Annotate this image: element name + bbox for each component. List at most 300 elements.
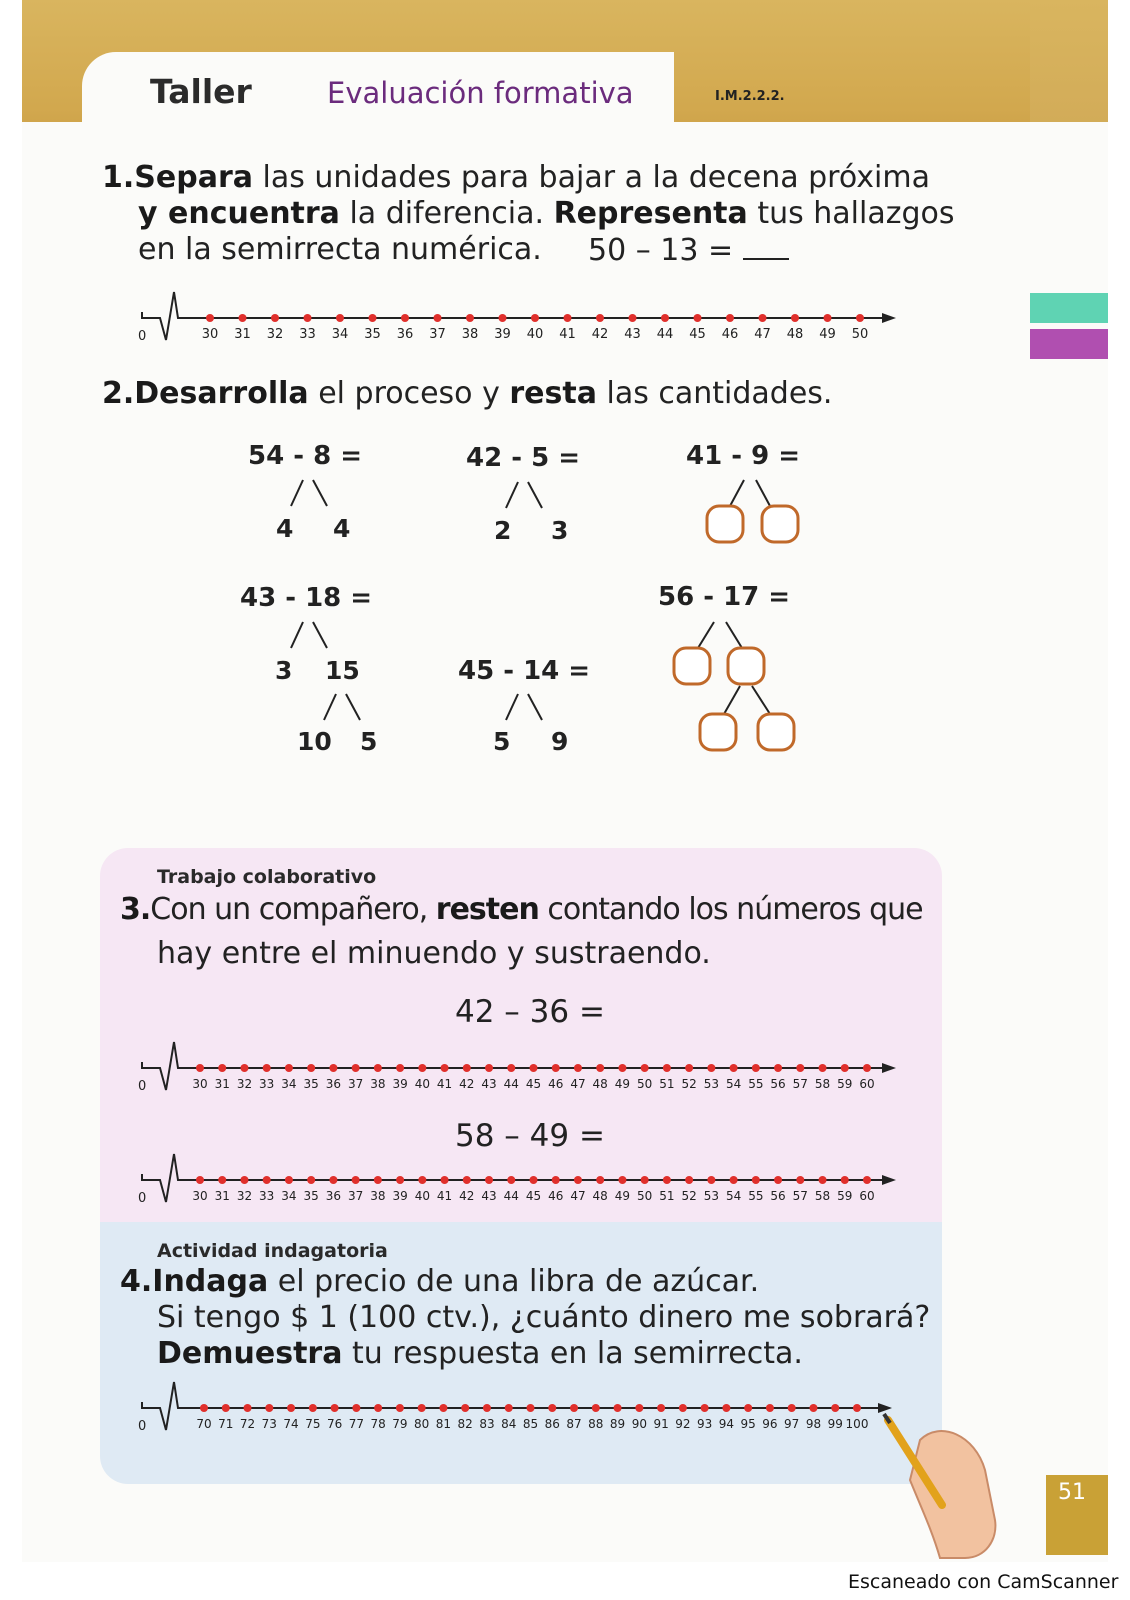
tick-dot[interactable] (744, 1404, 752, 1412)
tick-label: 46 (721, 327, 739, 342)
tick-dot[interactable] (796, 1064, 804, 1072)
tick-dot[interactable] (206, 314, 214, 322)
q4-number: 4. (120, 1264, 153, 1299)
tick-dot[interactable] (722, 1404, 730, 1412)
tick-dot[interactable] (694, 314, 702, 322)
q4-verb-indaga: Indaga (152, 1264, 269, 1299)
tick-dot[interactable] (287, 1404, 295, 1412)
op-f-expression: 56 - 17 = (658, 582, 791, 612)
tick-dot[interactable] (265, 1404, 273, 1412)
tick-dot[interactable] (396, 1176, 404, 1184)
q2-verb-resta: resta (509, 376, 597, 411)
tick-dot[interactable] (309, 1404, 317, 1412)
tick-label: 37 (347, 1077, 364, 1091)
tick-label: 78 (370, 1417, 386, 1431)
op-c-box-left (707, 506, 743, 542)
tick-dot[interactable] (863, 1176, 871, 1184)
tick-label: 44 (656, 327, 674, 342)
tick-label: 55 (748, 1077, 764, 1091)
q4-text-1: el precio de una libra de azúcar. (268, 1264, 760, 1299)
pencil-hand-illustration (880, 1410, 1000, 1560)
tick-dot[interactable] (657, 1404, 665, 1412)
q2-text-1: el proceso y (308, 376, 510, 411)
tick-dot[interactable] (485, 1176, 493, 1184)
op-d-sub-left: 10 (297, 727, 332, 756)
tick-dot[interactable] (707, 1064, 715, 1072)
zero-label: 0 (138, 1191, 147, 1206)
tick-dot[interactable] (352, 1404, 360, 1412)
tick-dot[interactable] (200, 1404, 208, 1412)
tick-label: 31 (234, 327, 251, 342)
tick-label: 56 (770, 1189, 786, 1203)
tick-label: 80 (414, 1417, 430, 1431)
tick-label: 87 (566, 1417, 582, 1431)
tick-dot[interactable] (841, 1176, 849, 1184)
tick-dot[interactable] (461, 1404, 469, 1412)
tick-label: 34 (281, 1189, 297, 1203)
tick-label: 73 (261, 1417, 277, 1431)
tick-dot[interactable] (463, 1176, 471, 1184)
tick-label: 50 (637, 1077, 653, 1091)
tick-label: 41 (559, 327, 576, 342)
tick-dot[interactable] (856, 314, 864, 322)
tick-dot[interactable] (329, 1064, 337, 1072)
tick-dot[interactable] (218, 1064, 226, 1072)
tick-dot[interactable] (570, 1404, 578, 1412)
q4-text-2: Si tengo $ 1 (100 ctv.), ¿cuánto dinero me sobrará? (157, 1300, 931, 1335)
tick-label: 52 (681, 1189, 697, 1203)
tick-label: 45 (689, 327, 706, 342)
q3-number-line-1[interactable] (130, 1040, 930, 1110)
tick-label: 48 (592, 1077, 608, 1091)
tick-dot[interactable] (574, 1176, 582, 1184)
tick-dot[interactable] (766, 1404, 774, 1412)
tick-label: 43 (624, 327, 641, 342)
tick-label: 84 (501, 1417, 517, 1431)
q1-line3 (138, 232, 542, 268)
tick-label: 60 (859, 1077, 875, 1091)
tick-label: 60 (859, 1189, 875, 1203)
tick-label: 45 (525, 1077, 542, 1091)
op-e-right: 9 (551, 727, 569, 756)
axis-line (142, 292, 882, 340)
tick-label: 58 (814, 1077, 831, 1091)
tick-label: 40 (414, 1189, 430, 1203)
tick-dot[interactable] (244, 1404, 252, 1412)
tick-label: 49 (819, 327, 836, 342)
tick-label: 31 (214, 1189, 230, 1203)
op-f-box-left (674, 648, 710, 684)
tick-label: 41 (436, 1189, 453, 1203)
tick-label: 83 (479, 1417, 495, 1431)
side-tab-purple (1030, 329, 1108, 359)
op-d-expression: 43 - 18 = (240, 583, 373, 613)
q3-verb-resten: resten (435, 892, 539, 927)
tick-dot[interactable] (685, 1064, 693, 1072)
tick-dot[interactable] (629, 314, 637, 322)
tick-dot[interactable] (596, 1176, 604, 1184)
curriculum-code: I.M.2.2.2. (715, 89, 785, 104)
q1-text-1: las unidades para bajar a la decena próxima (253, 160, 930, 195)
tick-label: 37 (347, 1189, 364, 1203)
page-number: 51 (1058, 1480, 1086, 1505)
tick-label: 40 (526, 327, 544, 342)
tick-dot[interactable] (434, 314, 442, 322)
tick-label: 42 (591, 327, 609, 342)
tick-dot[interactable] (552, 1176, 560, 1184)
q4-number-line[interactable] (130, 1380, 910, 1450)
tick-label: 93 (696, 1417, 713, 1431)
tick-dot[interactable] (505, 1404, 513, 1412)
tick-label: 49 (614, 1077, 631, 1091)
q3-line2 (157, 936, 711, 972)
tick-label: 44 (503, 1189, 519, 1203)
tick-dot[interactable] (614, 1404, 622, 1412)
section-title: Taller (150, 72, 252, 111)
tick-dot[interactable] (331, 1404, 339, 1412)
tick-dot[interactable] (663, 1064, 671, 1072)
q3-line1 (120, 892, 923, 928)
tick-dot[interactable] (726, 314, 734, 322)
tick-dot[interactable] (263, 1176, 271, 1184)
op-b-left: 2 (494, 516, 512, 545)
tick-label: 76 (326, 1417, 343, 1431)
tick-label: 56 (770, 1077, 786, 1091)
tick-dot[interactable] (507, 1176, 515, 1184)
tick-dot[interactable] (396, 1064, 404, 1072)
op-a-expression: 54 - 8 = (248, 441, 363, 471)
tick-label: 38 (461, 327, 479, 342)
q1-verb-separa: Separa (134, 160, 253, 195)
q4-text-3: tu respuesta en la semirrecta. (342, 1336, 803, 1371)
tick-dot[interactable] (788, 1404, 796, 1412)
scanner-watermark: Escaneado con CamScanner (848, 1571, 1119, 1593)
tick-label: 38 (370, 1077, 386, 1091)
tick-label: 32 (236, 1077, 253, 1091)
tick-label: 42 (459, 1077, 475, 1091)
q3-text-2: contando los números que (538, 892, 923, 927)
tick-label: 41 (436, 1077, 453, 1091)
op-a-branch (285, 478, 345, 510)
tick-label: 30 (201, 327, 219, 342)
tick-dot[interactable] (329, 1176, 337, 1184)
tick-label: 59 (837, 1189, 853, 1203)
op-e-left: 5 (493, 727, 511, 756)
op-f-box-sub-left (700, 714, 736, 750)
tick-label: 47 (754, 327, 771, 342)
tick-dot[interactable] (507, 1064, 515, 1072)
tick-label: 48 (786, 327, 804, 342)
tick-dot[interactable] (352, 1176, 360, 1184)
q1-line2 (138, 196, 955, 232)
axis-arrow (882, 1063, 896, 1073)
tick-dot[interactable] (752, 1176, 760, 1184)
op-c-diagram (700, 478, 810, 558)
q4-label: Actividad indagatoria (157, 1240, 388, 1262)
tick-dot[interactable] (574, 1064, 582, 1072)
tick-dot[interactable] (439, 1404, 447, 1412)
op-b-right: 3 (551, 516, 569, 545)
tick-dot[interactable] (530, 1176, 538, 1184)
tick-label: 50 (637, 1189, 653, 1203)
q4-line1 (120, 1264, 759, 1300)
q3-number-line-2[interactable] (130, 1152, 930, 1222)
tick-label: 36 (325, 1077, 342, 1091)
op-f-box-sub-right (758, 714, 794, 750)
tick-dot[interactable] (499, 314, 507, 322)
tick-label: 47 (570, 1189, 586, 1203)
q1-text-2: la diferencia. (339, 196, 554, 231)
op-a-right: 4 (333, 514, 351, 543)
op-b-branch (500, 480, 560, 512)
tick-label: 34 (281, 1077, 297, 1091)
tick-dot[interactable] (863, 1064, 871, 1072)
q4-line3 (157, 1336, 803, 1372)
q2-line1 (102, 376, 832, 412)
tick-label: 37 (429, 327, 446, 342)
tick-dot[interactable] (307, 1064, 315, 1072)
q3-number: 3. (120, 892, 151, 927)
tick-dot[interactable] (596, 1064, 604, 1072)
tick-label: 55 (748, 1189, 764, 1203)
tick-dot[interactable] (618, 1064, 626, 1072)
tick-dot[interactable] (592, 1404, 600, 1412)
q3-operation-1: 42 – 36 = (455, 994, 605, 1030)
tick-label: 33 (259, 1077, 275, 1091)
q1-number: 1. (102, 160, 135, 195)
q1-text-4: en la semirrecta numérica. (138, 232, 542, 267)
tick-label: 91 (653, 1417, 669, 1431)
tick-label: 44 (503, 1077, 519, 1091)
tick-dot[interactable] (685, 1176, 693, 1184)
q1-answer-blank[interactable] (743, 232, 789, 260)
tick-label: 77 (348, 1417, 365, 1431)
tick-label: 79 (392, 1417, 408, 1431)
tick-dot[interactable] (485, 1064, 493, 1072)
tick-dot[interactable] (463, 1064, 471, 1072)
op-d-subbranch (318, 692, 378, 724)
tick-dot[interactable] (240, 1176, 248, 1184)
tick-label: 89 (609, 1417, 626, 1431)
tick-label: 48 (592, 1189, 608, 1203)
q3-text-3: hay entre el minuendo y sustraendo. (157, 936, 711, 971)
tick-label: 85 (522, 1417, 539, 1431)
tick-dot[interactable] (707, 1176, 715, 1184)
tick-label: 54 (725, 1189, 742, 1203)
tick-dot[interactable] (418, 1404, 426, 1412)
q1-verb-encuentra: y encuentra (138, 196, 340, 231)
tick-dot[interactable] (548, 1404, 556, 1412)
tick-dot[interactable] (418, 1176, 426, 1184)
tick-label: 51 (659, 1189, 675, 1203)
op-d-right: 15 (325, 656, 360, 685)
op-e-expression: 45 - 14 = (458, 656, 591, 686)
tick-label: 92 (675, 1417, 691, 1431)
tick-dot[interactable] (401, 314, 409, 322)
tick-dot[interactable] (730, 1064, 738, 1072)
tick-dot[interactable] (661, 314, 669, 322)
tick-label: 43 (481, 1189, 497, 1203)
tick-label: 39 (494, 327, 511, 342)
tick-dot[interactable] (369, 314, 377, 322)
tick-label: 53 (703, 1189, 720, 1203)
tick-label: 71 (218, 1417, 234, 1431)
tick-dot[interactable] (263, 1064, 271, 1072)
tick-dot[interactable] (596, 314, 604, 322)
tick-dot[interactable] (618, 1176, 626, 1184)
tick-dot[interactable] (819, 1176, 827, 1184)
tick-label: 98 (805, 1417, 822, 1431)
op-d-left: 3 (275, 656, 293, 685)
tick-dot[interactable] (531, 314, 539, 322)
tick-dot[interactable] (240, 1064, 248, 1072)
tick-dot[interactable] (196, 1176, 204, 1184)
tick-dot[interactable] (853, 1404, 861, 1412)
tick-label: 81 (435, 1417, 452, 1431)
tick-dot[interactable] (641, 1064, 649, 1072)
tick-dot[interactable] (418, 1064, 426, 1072)
tick-dot[interactable] (831, 1404, 839, 1412)
tick-dot[interactable] (527, 1404, 535, 1412)
zero-label: 0 (138, 1419, 147, 1434)
page-title: Evaluación formativa (327, 76, 634, 110)
op-d-branch (285, 620, 345, 652)
tick-label: 47 (570, 1077, 586, 1091)
tick-dot[interactable] (271, 314, 279, 322)
zero-label: 0 (138, 329, 147, 344)
op-e-branch (500, 692, 560, 724)
side-tab-green (1030, 293, 1108, 323)
tick-label: 33 (299, 327, 316, 342)
tick-label: 35 (303, 1077, 319, 1091)
op-a-left: 4 (276, 514, 294, 543)
tick-dot[interactable] (218, 1176, 226, 1184)
tick-dot[interactable] (552, 1064, 560, 1072)
tick-label: 30 (192, 1189, 208, 1203)
tick-label: 52 (681, 1077, 697, 1091)
q4-line2 (157, 1300, 930, 1336)
tick-dot[interactable] (841, 1064, 849, 1072)
tick-label: 46 (548, 1077, 564, 1091)
q1-verb-representa: Representa (553, 196, 748, 231)
q1-number-line[interactable] (130, 290, 930, 360)
tick-label: 70 (196, 1417, 212, 1431)
tick-label: 33 (259, 1189, 275, 1203)
tick-dot[interactable] (641, 1176, 649, 1184)
tick-dot[interactable] (285, 1176, 293, 1184)
tick-dot[interactable] (663, 1176, 671, 1184)
tick-dot[interactable] (285, 1064, 293, 1072)
tick-dot[interactable] (441, 1064, 449, 1072)
tick-dot[interactable] (239, 314, 247, 322)
tick-label: 38 (370, 1189, 386, 1203)
tick-label: 53 (703, 1077, 720, 1091)
tick-dot[interactable] (774, 1176, 782, 1184)
tick-label: 99 (827, 1417, 843, 1431)
tick-dot[interactable] (701, 1404, 709, 1412)
tick-label: 30 (192, 1077, 208, 1091)
tick-dot[interactable] (824, 314, 832, 322)
tick-dot[interactable] (374, 1404, 382, 1412)
op-b-expression: 42 - 5 = (466, 443, 581, 473)
tick-label: 50 (851, 327, 869, 342)
tick-dot[interactable] (564, 314, 572, 322)
q3-text-1: Con un compañero, (150, 892, 436, 927)
tick-dot[interactable] (679, 1404, 687, 1412)
tick-dot[interactable] (635, 1404, 643, 1412)
tick-dot[interactable] (374, 1064, 382, 1072)
tick-dot[interactable] (222, 1404, 230, 1412)
tick-label: 36 (396, 327, 414, 342)
tick-label: 82 (457, 1417, 473, 1431)
tick-label: 95 (740, 1417, 756, 1431)
tick-label: 42 (459, 1189, 475, 1203)
tick-label: 34 (331, 327, 349, 342)
tick-dot[interactable] (196, 1064, 204, 1072)
tick-dot[interactable] (307, 1176, 315, 1184)
tick-label: 45 (525, 1189, 542, 1203)
tick-label: 57 (792, 1077, 808, 1091)
tick-dot[interactable] (304, 314, 312, 322)
tick-dot[interactable] (809, 1404, 817, 1412)
tick-dot[interactable] (396, 1404, 404, 1412)
tick-dot[interactable] (730, 1176, 738, 1184)
tick-label: 94 (718, 1417, 735, 1431)
tick-label: 49 (614, 1189, 631, 1203)
q2-number: 2. (102, 376, 135, 411)
tick-label: 32 (266, 327, 284, 342)
axis-arrow (882, 313, 896, 323)
tick-dot[interactable] (796, 1176, 804, 1184)
op-f-box-right (728, 648, 764, 684)
q1-line1 (102, 160, 930, 196)
tick-dot[interactable] (774, 1064, 782, 1072)
tick-label: 35 (364, 327, 381, 342)
tick-label: 97 (784, 1417, 800, 1431)
tick-dot[interactable] (352, 1064, 360, 1072)
tick-dot[interactable] (530, 1064, 538, 1072)
op-d-sub-right: 5 (360, 727, 378, 756)
q1-operation (588, 232, 789, 269)
tick-dot[interactable] (483, 1404, 491, 1412)
tick-dot[interactable] (819, 1064, 827, 1072)
tick-dot[interactable] (441, 1176, 449, 1184)
tick-label: 58 (814, 1189, 831, 1203)
zero-label: 0 (138, 1079, 147, 1094)
tick-label: 32 (236, 1189, 253, 1203)
op-c-box-right (762, 506, 798, 542)
tick-label: 74 (283, 1417, 299, 1431)
q3-operation-2: 58 – 49 = (455, 1118, 605, 1154)
tick-dot[interactable] (791, 314, 799, 322)
tick-label: 96 (762, 1417, 778, 1431)
op-f-diagram (670, 620, 820, 770)
op-c-expression: 41 - 9 = (686, 441, 801, 471)
tick-dot[interactable] (759, 314, 767, 322)
tick-dot[interactable] (466, 314, 474, 322)
tick-dot[interactable] (374, 1176, 382, 1184)
tick-dot[interactable] (336, 314, 344, 322)
tick-dot[interactable] (752, 1064, 760, 1072)
q1-operation-text: 50 – 13 = (588, 233, 734, 268)
tick-label: 46 (548, 1189, 564, 1203)
axis-arrow (882, 1175, 896, 1185)
tick-label: 39 (392, 1077, 408, 1091)
tick-label: 36 (325, 1189, 342, 1203)
tick-label: 100 (845, 1417, 869, 1431)
tick-label: 54 (725, 1077, 742, 1091)
tick-label: 59 (837, 1077, 853, 1091)
